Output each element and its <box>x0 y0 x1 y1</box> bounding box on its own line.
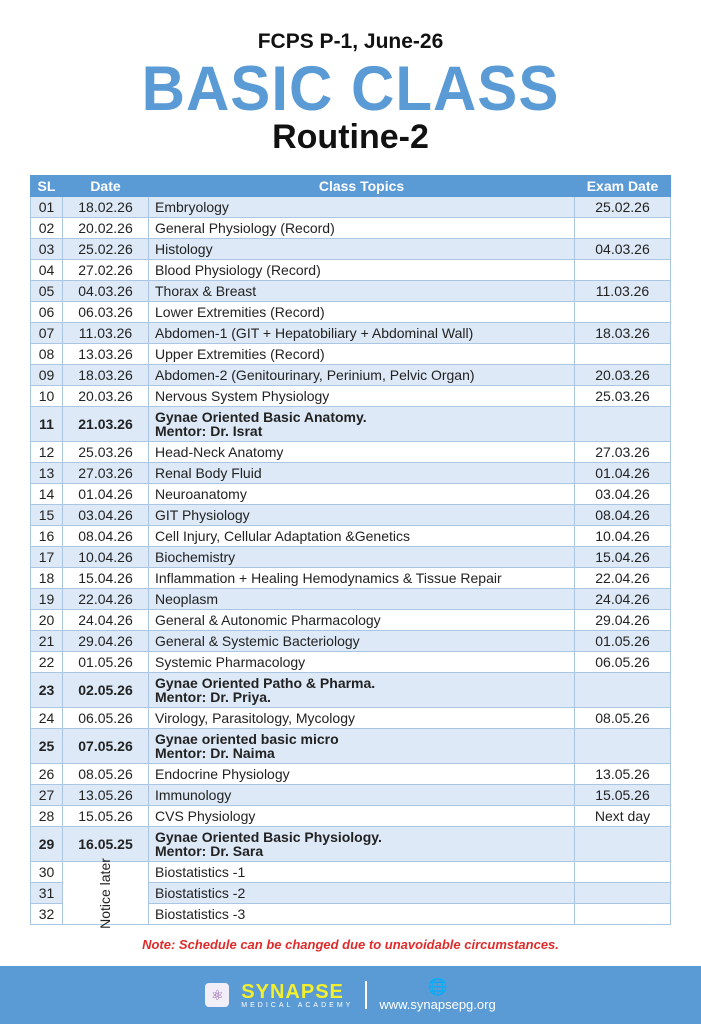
mentor-text: Mentor: Dr. Naima <box>155 745 275 761</box>
cell-topic: General Physiology (Record) <box>149 218 575 239</box>
cell-sl: 11 <box>31 407 63 442</box>
cell-sl: 06 <box>31 302 63 323</box>
cell-date: 02.05.26 <box>63 673 149 708</box>
cell-exam-date <box>575 729 671 764</box>
table-row <box>31 365 671 386</box>
cell-sl: 25 <box>31 729 63 764</box>
cell-date: 27.02.26 <box>63 260 149 281</box>
cell-exam-date: 08.05.26 <box>575 708 671 729</box>
cell-sl: 15 <box>31 505 63 526</box>
cell-date: 25.02.26 <box>63 239 149 260</box>
cell-exam-date <box>575 302 671 323</box>
cell-exam-date <box>575 344 671 365</box>
cell-date: 10.04.26 <box>63 547 149 568</box>
cell-sl: 27 <box>31 785 63 806</box>
cell-topic <box>149 673 575 708</box>
cell-date: 08.05.26 <box>63 764 149 785</box>
cell-exam-date: 27.03.26 <box>575 442 671 463</box>
table-row <box>31 764 671 785</box>
cell-sl: 19 <box>31 589 63 610</box>
table-row <box>31 610 671 631</box>
cell-date: 18.02.26 <box>63 197 149 218</box>
cell-exam-date: 24.04.26 <box>575 589 671 610</box>
cell-sl: 24 <box>31 708 63 729</box>
globe-icon: 🌐 <box>427 978 448 996</box>
table-row <box>31 806 671 827</box>
mentor-text: Mentor: Dr. Israt <box>155 423 263 439</box>
cell-exam-date: 20.03.26 <box>575 365 671 386</box>
cell-sl: 30 <box>31 862 63 883</box>
cell-sl: 04 <box>31 260 63 281</box>
cell-sl: 05 <box>31 281 63 302</box>
cell-topic: Systemic Pharmacology <box>149 652 575 673</box>
cell-topic: Abdomen-1 (GIT + Hepatobiliary + Abdominal Wall) <box>149 323 575 344</box>
cell-exam-date: 15.04.26 <box>575 547 671 568</box>
cell-sl: 21 <box>31 631 63 652</box>
cell-topic: GIT Physiology <box>149 505 575 526</box>
cell-exam-date <box>575 673 671 708</box>
header-topics: Class Topics <box>149 176 575 197</box>
table-header <box>31 176 671 197</box>
website-url[interactable]: www.synapsepg.org <box>379 996 496 1012</box>
cell-exam-date: 13.05.26 <box>575 764 671 785</box>
cell-exam-date: 25.02.26 <box>575 197 671 218</box>
cell-sl: 14 <box>31 484 63 505</box>
cell-exam-date: 03.04.26 <box>575 484 671 505</box>
subtitle: FCPS P-1, June-26 <box>257 30 444 53</box>
cell-sl: 26 <box>31 764 63 785</box>
cell-topic <box>149 407 575 442</box>
cell-topic <box>149 827 575 862</box>
cell-topic: Renal Body Fluid <box>149 463 575 484</box>
cell-exam-date <box>575 407 671 442</box>
table-row <box>31 323 671 344</box>
cell-topic: Biostatistics -3 <box>149 904 575 925</box>
cell-date: 08.04.26 <box>63 526 149 547</box>
cell-sl: 16 <box>31 526 63 547</box>
table-row <box>31 302 671 323</box>
cell-topic <box>149 729 575 764</box>
cell-sl: 08 <box>31 344 63 365</box>
cell-date: 15.04.26 <box>63 568 149 589</box>
header-exam-date: Exam Date <box>575 176 671 197</box>
table-row <box>31 652 671 673</box>
cell-topic: Inflammation + Healing Hemodynamics & Tissue Repair <box>149 568 575 589</box>
header-date: Date <box>63 176 149 197</box>
divider <box>365 981 367 1009</box>
table-row <box>31 197 671 218</box>
schedule-note: Note: Schedule can be changed due to unavoidable circumstances. <box>142 937 559 952</box>
footer <box>0 966 701 1024</box>
cell-sl: 20 <box>31 610 63 631</box>
cell-date: 01.04.26 <box>63 484 149 505</box>
cell-exam-date <box>575 827 671 862</box>
synapse-logo-icon: ⚛ <box>205 983 229 1007</box>
mentor-text: Mentor: Dr. Priya. <box>155 689 271 705</box>
cell-sl: 07 <box>31 323 63 344</box>
cell-exam-date: 18.03.26 <box>575 323 671 344</box>
topic-text: Gynae oriented basic micro <box>155 731 339 747</box>
cell-topic: Blood Physiology (Record) <box>149 260 575 281</box>
table-row <box>31 239 671 260</box>
cell-exam-date: 22.04.26 <box>575 568 671 589</box>
cell-date: 11.03.26 <box>63 323 149 344</box>
cell-exam-date <box>575 862 671 883</box>
cell-date: 16.05.25 <box>63 827 149 862</box>
table-row <box>31 785 671 806</box>
cell-topic: Immunology <box>149 785 575 806</box>
cell-topic: Virology, Parasitology, Mycology <box>149 708 575 729</box>
cell-topic: Lower Extremities (Record) <box>149 302 575 323</box>
routine-table <box>30 175 671 929</box>
cell-sl: 02 <box>31 218 63 239</box>
cell-date: 20.02.26 <box>63 218 149 239</box>
cell-sl: 17 <box>31 547 63 568</box>
cell-sl: 22 <box>31 652 63 673</box>
cell-date: 13.03.26 <box>63 344 149 365</box>
cell-topic: CVS Physiology <box>149 806 575 827</box>
cell-topic: Biochemistry <box>149 547 575 568</box>
cell-sl: 31 <box>31 883 63 904</box>
cell-topic: General & Autonomic Pharmacology <box>149 610 575 631</box>
cell-topic: Head-Neck Anatomy <box>149 442 575 463</box>
table-row <box>31 862 671 883</box>
notice-later-label: Notice later <box>97 857 113 929</box>
brand-subtitle: MEDICAL ACADEMY <box>241 1001 354 1009</box>
cell-date: 21.03.26 <box>63 407 149 442</box>
table-row <box>31 386 671 407</box>
topic-text: Gynae Oriented Patho & Pharma. <box>155 675 376 691</box>
table-row <box>31 673 671 708</box>
cell-topic: Thorax & Breast <box>149 281 575 302</box>
cell-date: 20.03.26 <box>63 386 149 407</box>
table-row <box>31 281 671 302</box>
cell-sl: 29 <box>31 827 63 862</box>
cell-date: 04.03.26 <box>63 281 149 302</box>
cell-exam-date <box>575 260 671 281</box>
cell-sl: 13 <box>31 463 63 484</box>
cell-topic: Embryology <box>149 197 575 218</box>
cell-date: 06.03.26 <box>63 302 149 323</box>
cell-exam-date: 06.05.26 <box>575 652 671 673</box>
header-sl: SL <box>31 176 63 197</box>
cell-sl: 09 <box>31 365 63 386</box>
brand <box>241 982 353 1009</box>
routine-title: Routine-2 <box>272 118 429 156</box>
page-title: BASIC CLASS <box>141 53 560 124</box>
cell-topic: Biostatistics -1 <box>149 862 575 883</box>
cell-topic: Endocrine Physiology <box>149 764 575 785</box>
table-row <box>31 218 671 239</box>
cell-sl: 01 <box>31 197 63 218</box>
topic-text: Gynae Oriented Basic Anatomy. <box>155 409 367 425</box>
cell-exam-date: 04.03.26 <box>575 239 671 260</box>
table-row <box>31 568 671 589</box>
cell-exam-date: 11.03.26 <box>575 281 671 302</box>
cell-date: 24.04.26 <box>63 610 149 631</box>
cell-date-notice <box>63 857 149 929</box>
cell-exam-date: Next day <box>575 806 671 827</box>
website[interactable] <box>379 979 495 1012</box>
cell-date: 01.05.26 <box>63 652 149 673</box>
cell-exam-date: 01.04.26 <box>575 463 671 484</box>
table-row <box>31 708 671 729</box>
mentor-text: Mentor: Dr. Sara <box>155 843 264 859</box>
cell-sl: 18 <box>31 568 63 589</box>
table-row <box>31 827 671 862</box>
cell-topic: Abdomen-2 (Genitourinary, Perinium, Pelvic Organ) <box>149 365 575 386</box>
table-row <box>31 407 671 442</box>
table-row <box>31 442 671 463</box>
cell-sl: 32 <box>31 904 63 925</box>
cell-topic: Biostatistics -2 <box>149 883 575 904</box>
table-row <box>31 729 671 764</box>
cell-sl: 10 <box>31 386 63 407</box>
table-row <box>31 484 671 505</box>
cell-topic: General & Systemic Bacteriology <box>149 631 575 652</box>
cell-date: 06.05.26 <box>63 708 149 729</box>
cell-sl: 23 <box>31 673 63 708</box>
cell-date: 15.05.26 <box>63 806 149 827</box>
cell-sl: 28 <box>31 806 63 827</box>
brand-name: SYNAPSE <box>241 980 344 1003</box>
cell-date: 22.04.26 <box>63 589 149 610</box>
table-row <box>31 463 671 484</box>
table-row <box>31 589 671 610</box>
cell-exam-date: 01.05.26 <box>575 631 671 652</box>
cell-exam-date <box>575 904 671 925</box>
table-row <box>31 505 671 526</box>
table-row <box>31 260 671 281</box>
topic-text: Gynae Oriented Basic Physiology. <box>155 829 382 845</box>
table-row <box>31 344 671 365</box>
cell-sl: 12 <box>31 442 63 463</box>
cell-exam-date <box>575 218 671 239</box>
cell-date: 29.04.26 <box>63 631 149 652</box>
cell-topic: Histology <box>149 239 575 260</box>
cell-exam-date: 15.05.26 <box>575 785 671 806</box>
cell-topic: Neuroanatomy <box>149 484 575 505</box>
cell-topic: Upper Extremities (Record) <box>149 344 575 365</box>
cell-exam-date: 29.04.26 <box>575 610 671 631</box>
cell-topic: Neoplasm <box>149 589 575 610</box>
cell-exam-date <box>575 883 671 904</box>
cell-date: 03.04.26 <box>63 505 149 526</box>
cell-date: 13.05.26 <box>63 785 149 806</box>
cell-topic: Cell Injury, Cellular Adaptation &Genetics <box>149 526 575 547</box>
cell-exam-date: 10.04.26 <box>575 526 671 547</box>
table-row <box>31 526 671 547</box>
table-row <box>31 547 671 568</box>
cell-sl: 03 <box>31 239 63 260</box>
cell-date: 07.05.26 <box>63 729 149 764</box>
table-row <box>31 631 671 652</box>
cell-date: 18.03.26 <box>63 365 149 386</box>
cell-date: 25.03.26 <box>63 442 149 463</box>
cell-topic: Nervous System Physiology <box>149 386 575 407</box>
cell-exam-date: 08.04.26 <box>575 505 671 526</box>
cell-date: 27.03.26 <box>63 463 149 484</box>
cell-exam-date: 25.03.26 <box>575 386 671 407</box>
